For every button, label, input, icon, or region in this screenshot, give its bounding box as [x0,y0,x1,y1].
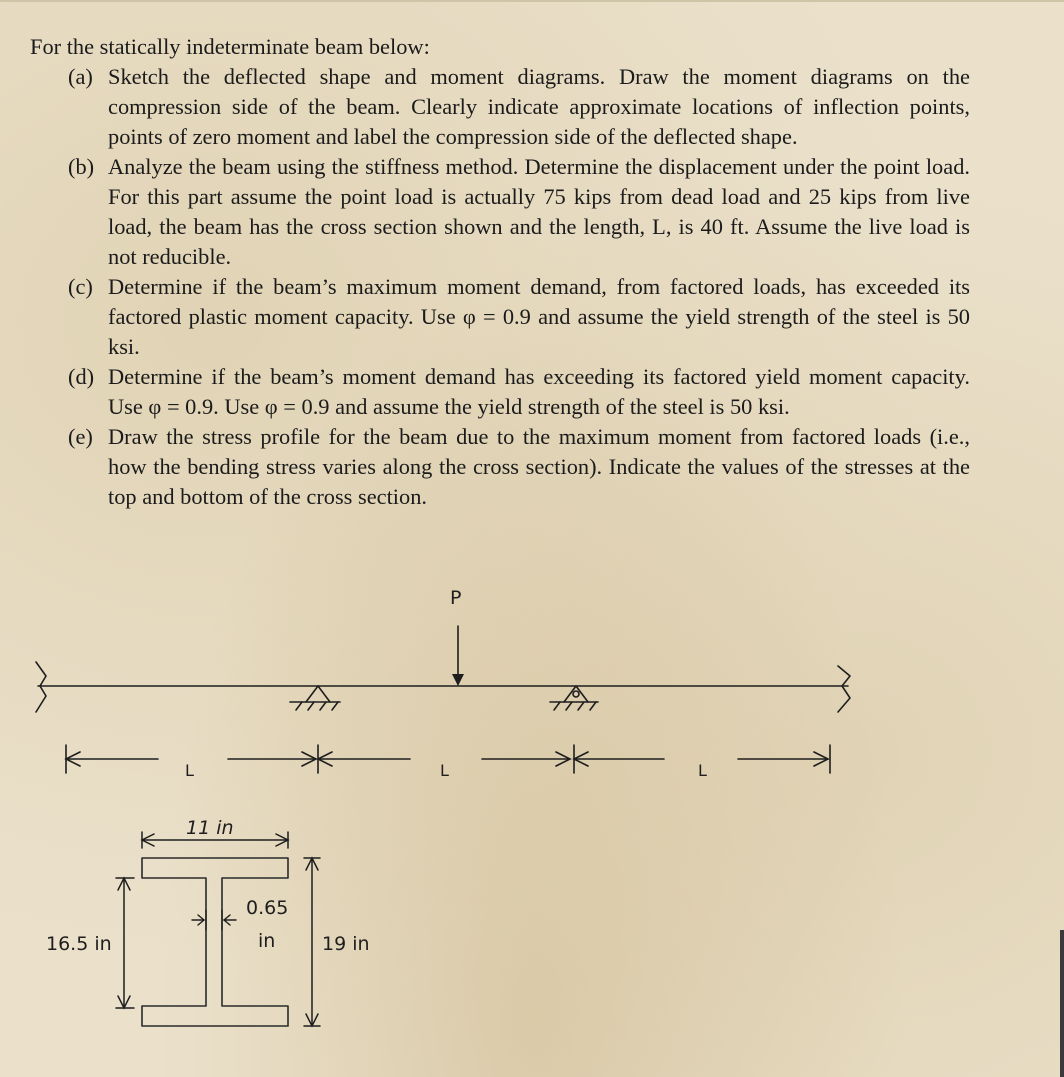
right-edge-shadow [1060,930,1064,1077]
span-label-3: L [698,761,707,780]
point-load-arrowhead [452,674,464,686]
part-label: (a) [68,64,93,89]
part-label: (e) [68,424,93,449]
load-label: P [450,587,462,609]
right-fixed-support [838,666,850,712]
part-label: (c) [68,274,93,299]
span-label-1: L [185,761,194,780]
part-text: Determine if the beam’s moment demand has exceeding its factored yield moment capacity. Use φ = 0.9. Use φ = 0.9 and assume the yield strength of the steel is 50 ksi. [108,364,970,419]
part-text: Analyze the beam using the stiffness method. Determine the displacement under the point load. For this part assume the point load is actually 75 kips from dead load and 25 kips from live load, the beam has the cross section shown and the length, L, is 40 ft. Assume the live load is not reducible. [108,154,970,269]
web-thickness-unit: in [258,930,276,952]
part-text: Sketch the deflected shape and moment diagrams. Draw the moment diagrams on the compression side of the beam. Clearly indicate approximate locations of inflection points, points of zero moment and label the compression side of the deflected shape. [108,64,970,149]
part-label: (b) [68,154,95,179]
span-label-2: L [440,761,449,780]
flange-width-label: 11 in [186,817,234,839]
part-text: Draw the stress profile for the beam due to the maximum moment from factored loads (i.e., how the bending stress varies along the cross section). Indicate the values of the stresses at the top and bottom of the cross section. [108,424,970,509]
web-height-label: 16.5 in [46,933,112,955]
left-fixed-support [36,662,46,712]
roller-support-1 [290,686,340,710]
roller-support-2 [550,686,598,710]
problem-intro: For the statically indeterminate beam below: [30,34,430,59]
part-label: (d) [68,364,95,389]
part-text: Determine if the beam’s maximum moment demand, from factored loads, has exceeded its factored plastic moment capacity. Use φ = 0.9 and assume the yield strength of the steel is 50 ksi. [108,274,970,359]
total-depth-label: 19 in [322,933,370,955]
web-thickness-value: 0.65 [246,897,289,919]
